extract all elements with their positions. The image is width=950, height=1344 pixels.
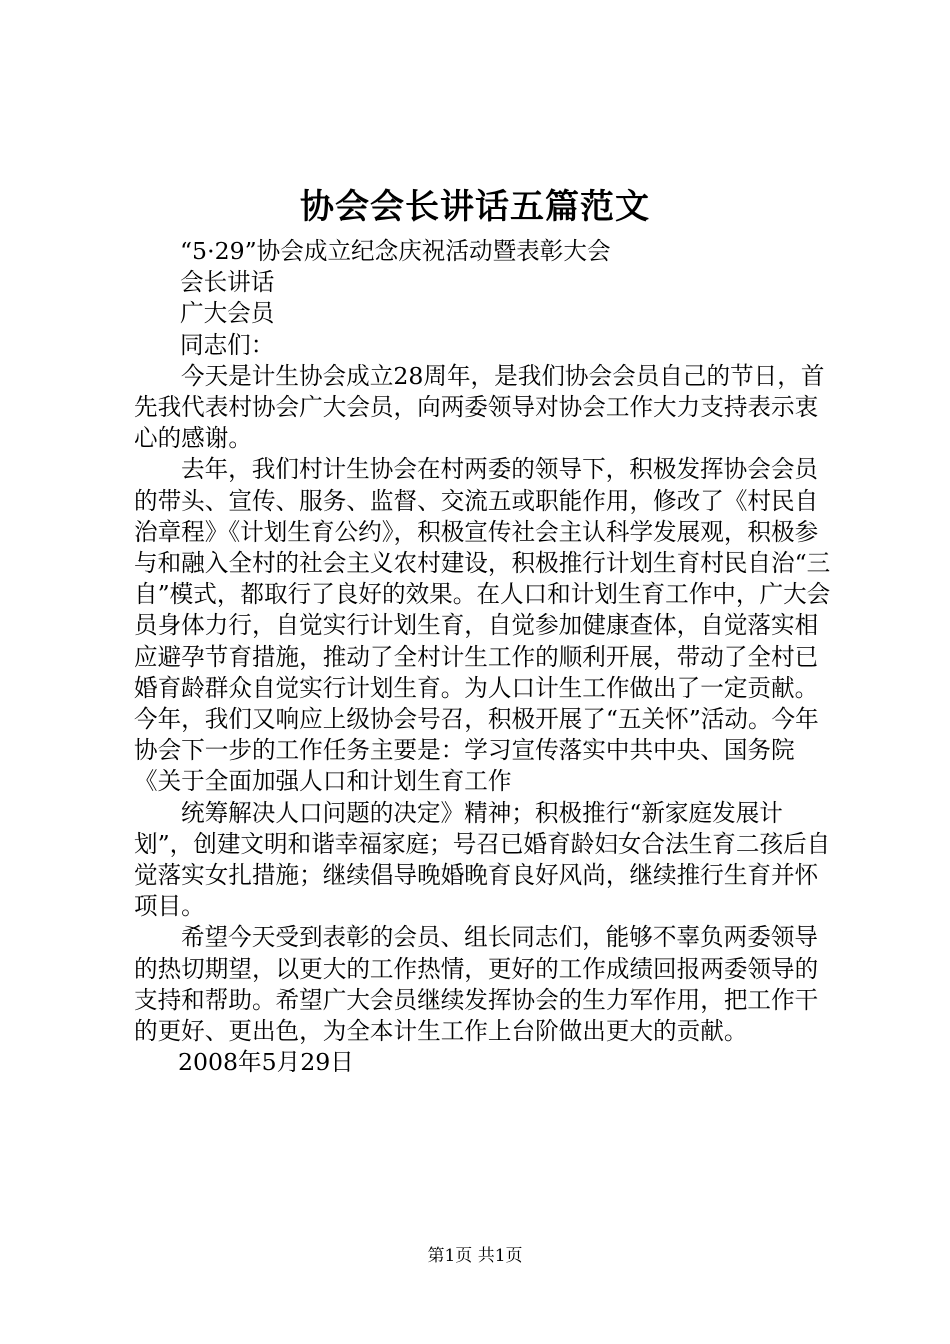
paragraph-anniversary: 今天是计生协会成立28周年，是我们协会会员自己的节日，首先我代表村协会广大会员，向两委领导对协会工作大力支持表示衷心的感谢。: [134, 361, 825, 453]
paragraph-last-year: 去年，我们村计生协会在村两委的领导下，积极发挥协会会员的带头、宣传、服务、监督、交流五或职能作用，修改了《村民自治章程》《计划生育公约》，积极宣传社会主认科学发展观，积极参与和融入全村的社会主义农村建设，积极推行计划生育村民自治“三自”模式，都取行了良好的效果。在人口和计划生育工作中，广大会员身体力行，自觉实行计划生育，自觉参加健康查体，自觉落实相应避孕节育措施，推动了全村计生工作的顺利开展，带动了全村已婚育龄群众自觉实行计划生育。为人口计生工作做出了一定贡献。今年，我们又响应上级协会号召，积极开展了“五关怀”活动。今年协会下一步的工作任务主要是：学习宣传落实中共中央、国务院《关于全面加强人口和计划生育工作: [134, 455, 831, 796]
speech-date: 2008年5月29日: [178, 1048, 354, 1077]
paragraph-hope: 希望今天受到表彰的会员、组长同志们，能够不辜负两委领导的热切期望，以更大的工作热情，更好的工作成绩回报两委领导的支持和帮助。希望广大会员继续发挥协会的生力军作用，把工作干的更好、更出色，为全本计生工作上台阶做出更大的贡献。: [134, 923, 819, 1046]
salutation-members: 广大会员: [180, 299, 275, 328]
page-footer: 第1页 共1页: [427, 1246, 523, 1266]
speech-label: 会长讲话: [180, 268, 275, 297]
document-title: 协会会长讲话五篇范文: [300, 187, 650, 227]
event-heading: “5·29”协会成立纪念庆祝活动暨表彰大会: [180, 237, 611, 265]
document-body: [134, 236, 834, 1078]
salutation-comrades: 同志们：: [180, 330, 275, 359]
paragraph-tasks: 统筹解决人口问题的决定》精神；积极推行“新家庭发展计划”，创建文明和谐幸福家庭；号召已婚育龄妇女合法生育二孩后自觉落实女扎措施；继续倡导晚婚晚育良好风尚，继续推行生育并怀项目。: [134, 798, 831, 921]
